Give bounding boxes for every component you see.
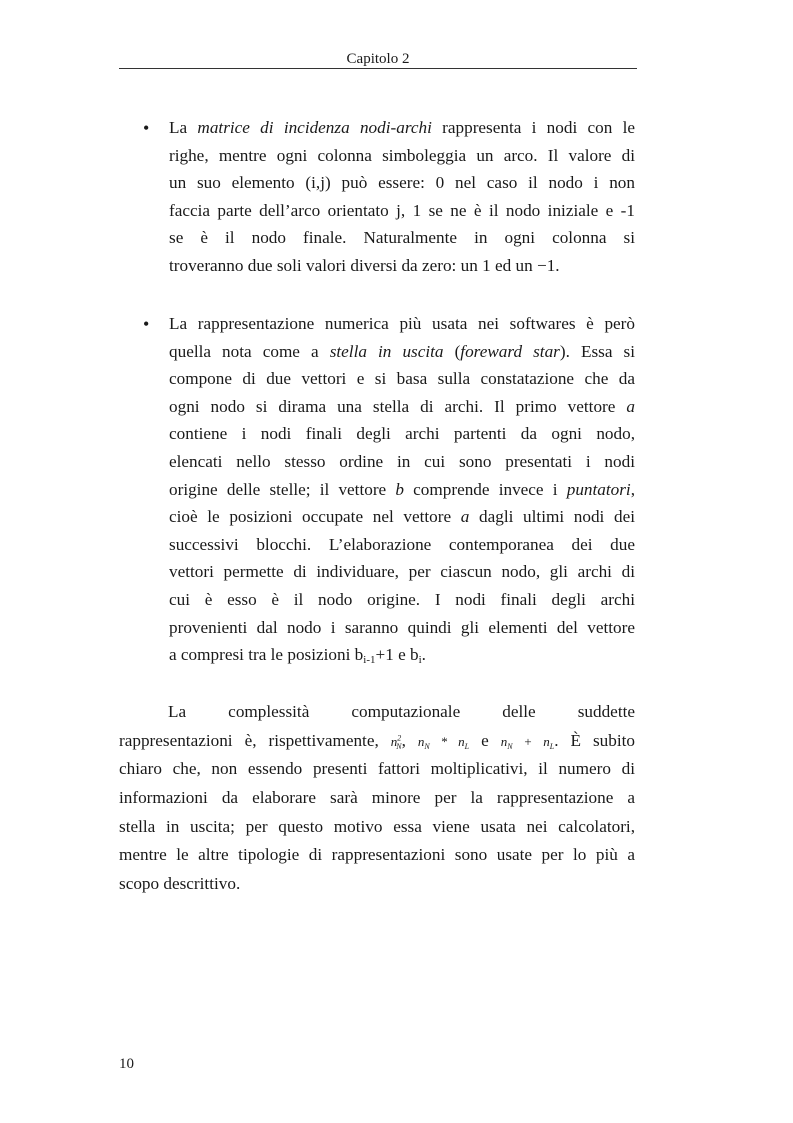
text-line: informazioni da elaborare sarà minore per la rappresentazione a: [119, 788, 635, 808]
text-line: un suo elemento (i,j) può essere: 0 nel caso il nodo i non: [169, 173, 635, 193]
text-line: cui è esso è il nodo origine. I nodi finali degli archi: [169, 589, 635, 609]
page-number: 10: [119, 1056, 134, 1072]
text-line: stella in uscita; per questo motivo essa viene usata nei calcolatori,: [119, 816, 635, 836]
bullet-icon: •: [143, 314, 150, 334]
text-line: provenienti dal nodo i saranno quindi gli elementi del vettore: [169, 617, 635, 637]
text-line: quella nota come a stella in uscita (foreward star). Essa si: [169, 341, 635, 361]
text-line: chiaro che, non essendo presenti fattori moltiplicativi, il numero di: [119, 759, 635, 779]
text-line: scopo descrittivo.: [119, 874, 241, 894]
text-line: mentre le altre tipologie di rappresentazioni sono usate per lo più a: [119, 845, 635, 865]
bullet-text: [169, 310, 635, 669]
text-line: successivi blocchi. L’elaborazione contemporanea dei due: [169, 534, 635, 554]
text-line: La rappresentazione numerica più usata nei softwares è però: [169, 314, 635, 333]
text-line: cioè le posizioni occupate nel vettore a dagli ultimi nodi dei: [169, 507, 635, 527]
bullet-item: [143, 114, 635, 280]
text-line: se è il nodo finale. Naturalmente in ogni colonna si: [169, 228, 635, 248]
header-rule: [119, 68, 637, 69]
text-line: vettori permette di individuare, per ciascun nodo, gli archi di: [169, 562, 635, 582]
text-line: La complessità computazionale delle suddette: [168, 702, 635, 721]
text-line: La matrice di incidenza nodi-archi rappresenta i nodi con le: [169, 118, 635, 137]
bullet-text: [169, 114, 635, 280]
text-line: rappresentazioni è, rispettivamente, $n^2_N$, $n_N * n_L$ e $n_N + n_L$. È subito: [119, 730, 635, 751]
text-line: compone di due vettori e si basa sulla constatazione che da: [169, 369, 635, 389]
text-line: origine delle stelle; il vettore b comprende invece i puntatori,: [169, 479, 635, 499]
text-line: a compresi tra le posizioni $b_{i-1}+1$ e $b_i$.: [169, 645, 426, 667]
bullet-icon: •: [143, 118, 150, 138]
text-line: elencati nello stesso ordine in cui sono presentati i nodi: [169, 451, 635, 471]
text-line: troveranno due soli valori diversi da zero: un 1 ed un −1.: [169, 255, 560, 275]
text-line: ogni nodo si dirama una stella di archi. Il primo vettore a: [169, 396, 635, 416]
bullet-item: [143, 310, 635, 669]
running-header: Capitolo 2: [346, 51, 410, 67]
text-line: contiene i nodi finali degli archi partenti da ogni nodo,: [169, 424, 635, 444]
text-line: righe, mentre ogni colonna simboleggia un arco. Il valore di: [169, 145, 635, 165]
body-paragraph: [119, 698, 635, 899]
text-line: faccia parte dell’arco orientato j, 1 se ne è il nodo iniziale e -1: [169, 200, 635, 220]
